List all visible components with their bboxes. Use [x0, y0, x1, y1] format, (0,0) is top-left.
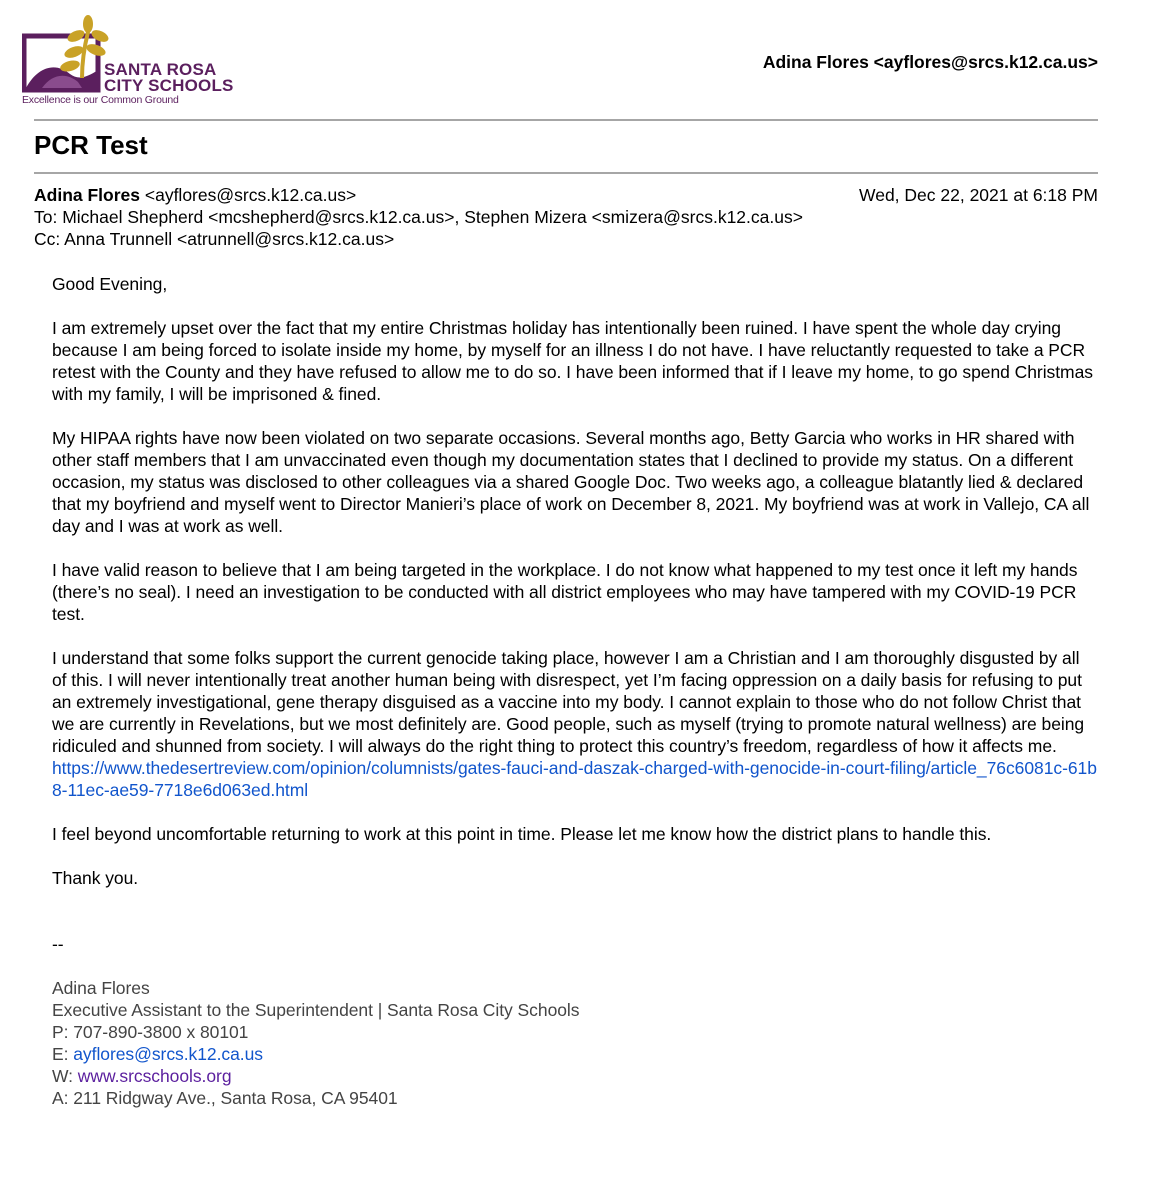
signature-address: A: 211 Ridgway Ave., Santa Rosa, CA 95401 — [52, 1088, 398, 1108]
signature-web-link[interactable]: www.srcschools.org — [77, 1066, 232, 1086]
signature-web-row: W: www.srcschools.org — [52, 1066, 232, 1086]
signature — [52, 977, 1098, 1109]
body-paragraph: I have valid reason to believe that I am being targeted in the workplace. I do not know what happened to my test once it left my hands (there’s no seal). I need an investigation to be conducted with all district employees who may have tampered with my COVID-19 PCR test. — [52, 560, 1078, 624]
article-link[interactable]: https://www.thedesertreview.com/opinion/columnists/gates-fauci-and-daszak-charged-with-genocide-in-court-filing/article_76c6081c-61b8-11ec-ae59-7718e6d063ed.html — [52, 758, 1097, 800]
account-label: Adina Flores <ayflores@srcs.k12.ca.us> — [762, 52, 1098, 72]
body-paragraph: My HIPAA rights have now been violated on two separate occasions. Several months ago, Betty Garcia who works in HR shared with other staff members that I am unvaccinated even though my documentation states that I declined to provide my status. On a different occasion, my status was disclosed to other colleagues via a shared Google Doc. Two weeks ago, a colleague blatantly lied & declared that my boyfriend and myself went to Director Manieri’s place of work on December 8, 2021. My boyfriend was at work in Vallejo, CA all day and I was at work as well. — [52, 428, 1090, 536]
paragraph-text: I understand that some folks support the current genocide taking place, however I am a Christian and I am thoroughly disgusted by all of this. I will never intentionally treat another human being with disrespect, yet I’m facing oppression on a daily basis for refusing to put an extremely investigational, gene therapy disguised as a vaccine into my body. I cannot explain to those who do not follow Christ that we are currently in Revelations, but we most definitely are. Good people, such as myself (trying to promote natural wellness) are being ridiculed and shunned from society. I will always do the right thing to protect this country’s freedom, regardless of how it affects me. — [52, 648, 1085, 756]
email-date: Wed, Dec 22, 2021 at 6:18 PM — [859, 185, 1098, 205]
divider-top — [34, 119, 1098, 121]
sender-name: Adina Flores — [34, 185, 140, 205]
email-header — [34, 184, 1098, 250]
body-paragraph: I am extremely upset over the fact that my entire Christmas holiday has intentionally been ruined. I have spent the whole day crying because I am being forced to isolate inside my home, by myself for an illness I do not have. I have reluctantly requested to take a PCR retest with the County and they have refused to allow me to do so. I have been informed that if I leave my home, to go spend Christmas with my family, I will be imprisoned & fined. — [52, 318, 1093, 404]
signature-name: Adina Flores — [52, 978, 150, 998]
recipients-to: To: Michael Shepherd <mcshepherd@srcs.k12.ca.us>, Stephen Mizera <smizera@srcs.k12.ca.us> — [34, 207, 803, 227]
body-paragraph — [52, 647, 1098, 801]
closing: Thank you. — [52, 868, 139, 888]
logo-tagline: Excellence is our Common Ground — [22, 94, 179, 106]
divider-subject — [34, 172, 1098, 174]
email-body — [52, 273, 1098, 1109]
sender-email: <ayflores@srcs.k12.ca.us> — [140, 185, 357, 205]
body-paragraph: I feel beyond uncomfortable returning to work at this point in time. Please let me know how the district plans to handle this. — [52, 824, 992, 844]
district-logo — [22, 14, 242, 108]
signature-email-row: E: ayflores@srcs.k12.ca.us — [52, 1044, 263, 1064]
logo-wordmark: SANTA ROSA CITY SCHOOLS — [104, 60, 234, 95]
email-subject: PCR Test — [34, 130, 148, 160]
sender-row — [34, 184, 1098, 206]
signature-phone: P: 707-890-3800 x 80101 — [52, 1022, 249, 1042]
greeting: Good Evening, — [52, 274, 168, 294]
recipients-cc: Cc: Anna Trunnell <atrunnell@srcs.k12.ca.us> — [34, 229, 395, 249]
signature-separator: -- — [52, 934, 64, 954]
signature-email-link[interactable]: ayflores@srcs.k12.ca.us — [73, 1044, 263, 1064]
signature-title: Executive Assistant to the Superintendent | Santa Rosa City Schools — [52, 1000, 580, 1020]
